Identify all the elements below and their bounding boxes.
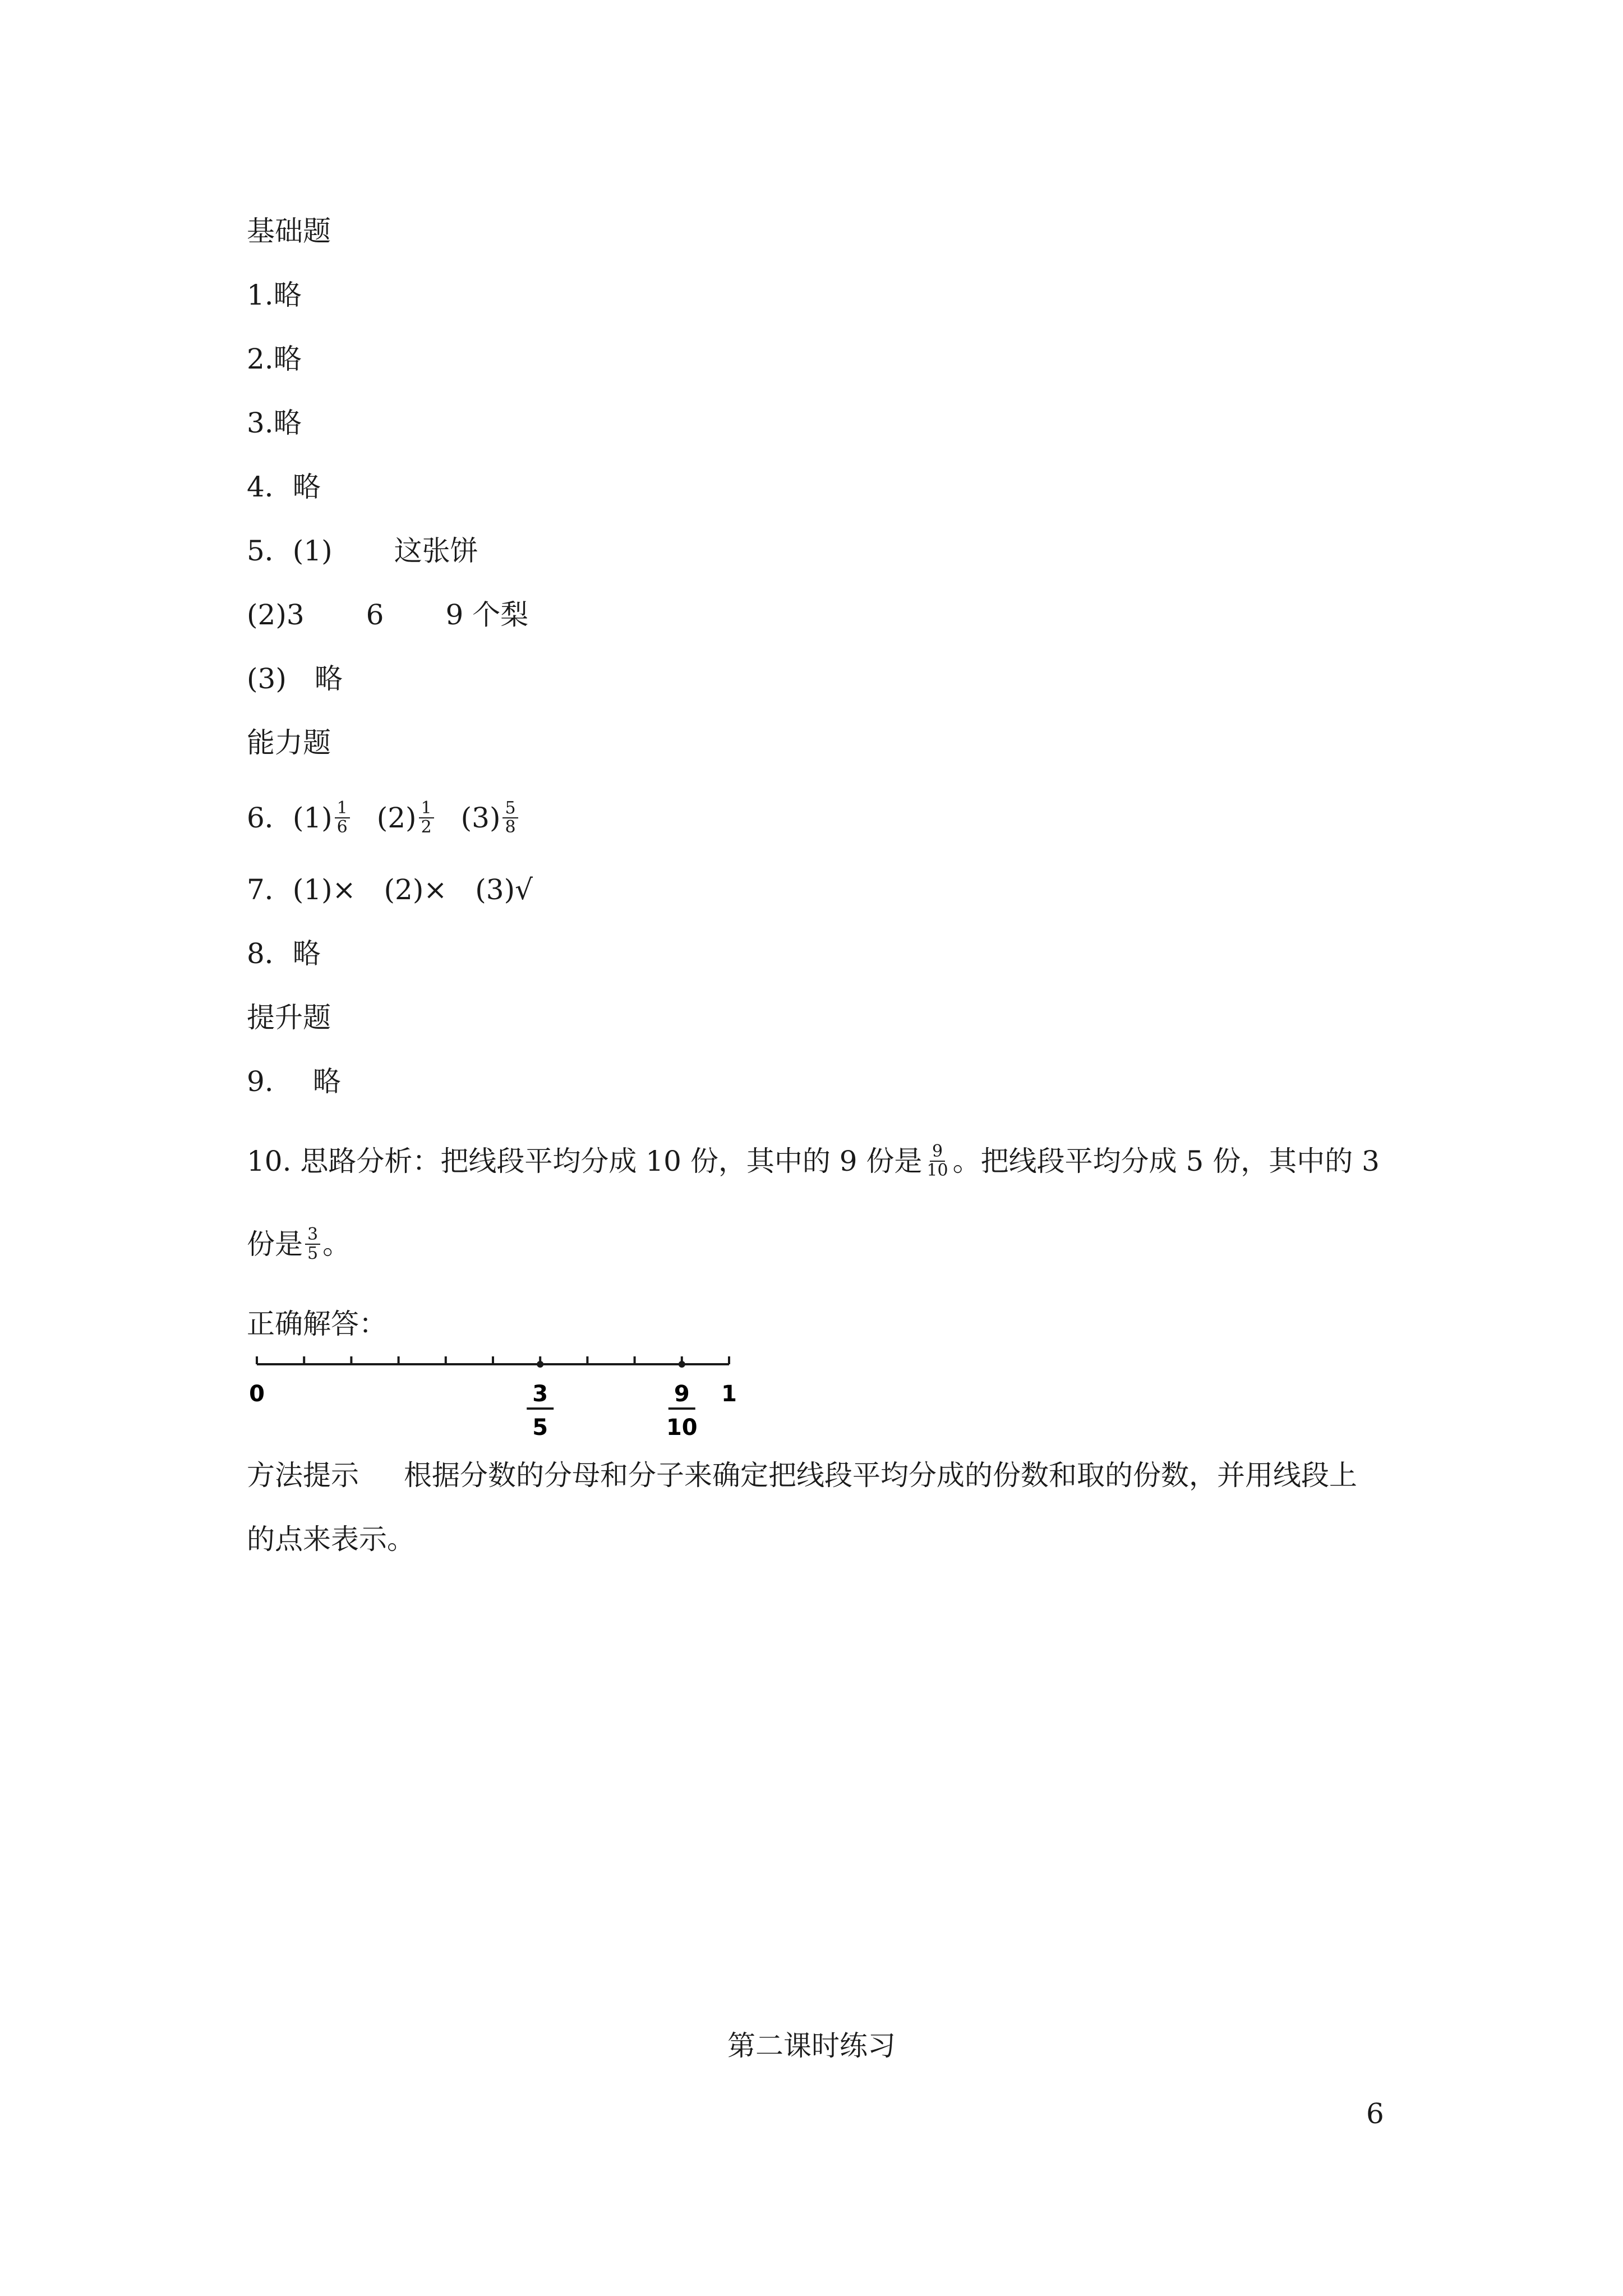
section-advanced: 提升题	[247, 1001, 331, 1034]
method-label: 方法提示	[247, 1459, 359, 1492]
answer-3: 3.略	[247, 407, 302, 439]
q10-fraction-1-numerator: 9	[930, 1143, 945, 1162]
point-b-dot	[679, 1361, 685, 1368]
q5-1-text: 这张饼	[394, 535, 478, 567]
answer-7: 7．(1)× (2)× (3)√	[247, 873, 533, 906]
point-a-denominator: 5	[532, 1415, 548, 1441]
q5-3-text: 略	[314, 662, 343, 695]
q5-2-label: (2)3	[247, 599, 305, 631]
section-ability: 能力题	[247, 726, 331, 759]
q6-prefix: 6．	[247, 802, 293, 834]
answer-9	[247, 1065, 341, 1098]
q6-a-label: (1)	[292, 802, 333, 834]
page-number: 6	[1366, 2097, 1384, 2130]
number-line-start-label: 0	[249, 1381, 265, 1407]
answer-6	[247, 798, 520, 839]
answer-8: 8．略	[247, 937, 321, 970]
q6-a-numerator: 1	[335, 799, 350, 818]
method-hint-line2: 的点来表示。	[247, 1523, 415, 1556]
q10-fraction-1-denominator: 10	[926, 1161, 948, 1180]
q6-a-fraction	[335, 799, 350, 836]
answer-2: 2.略	[247, 343, 302, 375]
q6-b-label: (2)	[376, 802, 417, 834]
q9-label: 9.	[247, 1065, 274, 1098]
q6-c-label: (3)	[460, 802, 501, 834]
answer-5-1	[247, 534, 478, 568]
number-line-diagram	[247, 1356, 740, 1446]
point-a-numerator: 3	[532, 1381, 548, 1407]
q5-3-label: (3)	[247, 662, 287, 695]
method-text: 根据分数的分母和分子来确定把线段平均分成的份数和取的份数，并用线段上	[404, 1459, 1357, 1492]
q10-part3: 份是	[247, 1228, 303, 1260]
answer-5-2	[247, 598, 528, 632]
q5-1-label: 5．(1)	[247, 535, 333, 567]
correct-answer-label: 正确解答：	[247, 1308, 387, 1340]
q10-fraction-2	[305, 1226, 320, 1263]
q9-text: 略	[312, 1065, 341, 1098]
number-line-ticks	[257, 1356, 729, 1364]
answer-1: 1.略	[247, 279, 302, 311]
answer-4: 4．略	[247, 471, 321, 503]
answer-5-3	[247, 662, 343, 696]
q5-2-b: 6	[366, 599, 384, 631]
footer-title: 第二课时练习	[727, 2030, 896, 2062]
answer-10-line2	[247, 1227, 351, 1265]
point-a-dot	[537, 1361, 543, 1368]
section-basic: 基础题	[247, 215, 331, 247]
number-line-end-label: 1	[721, 1381, 737, 1407]
q6-b-fraction	[419, 799, 434, 836]
point-b-numerator: 9	[674, 1381, 690, 1407]
q6-a-denominator: 6	[336, 817, 348, 837]
answer-10-line1	[247, 1144, 1380, 1182]
q10-fraction-2-numerator: 3	[305, 1226, 320, 1245]
q6-b-numerator: 1	[419, 799, 434, 818]
q6-c-numerator: 5	[502, 799, 518, 818]
q10-fraction-1	[924, 1143, 950, 1180]
q10-fraction-2-denominator: 5	[307, 1244, 319, 1263]
q5-2-c: 9 个梨	[445, 599, 529, 631]
q10-part4: 。	[322, 1228, 351, 1260]
q6-b-denominator: 2	[421, 817, 432, 837]
q6-c-denominator: 8	[505, 817, 516, 837]
q10-part1: 10. 思路分析：把线段平均分成 10 份，其中的 9 份是	[247, 1145, 923, 1177]
point-b-denominator: 10	[666, 1415, 698, 1441]
q10-part2: 。把线段平均分成 5 份，其中的 3	[952, 1145, 1380, 1177]
method-hint-line1	[247, 1458, 1357, 1492]
q6-c-fraction	[502, 799, 518, 836]
